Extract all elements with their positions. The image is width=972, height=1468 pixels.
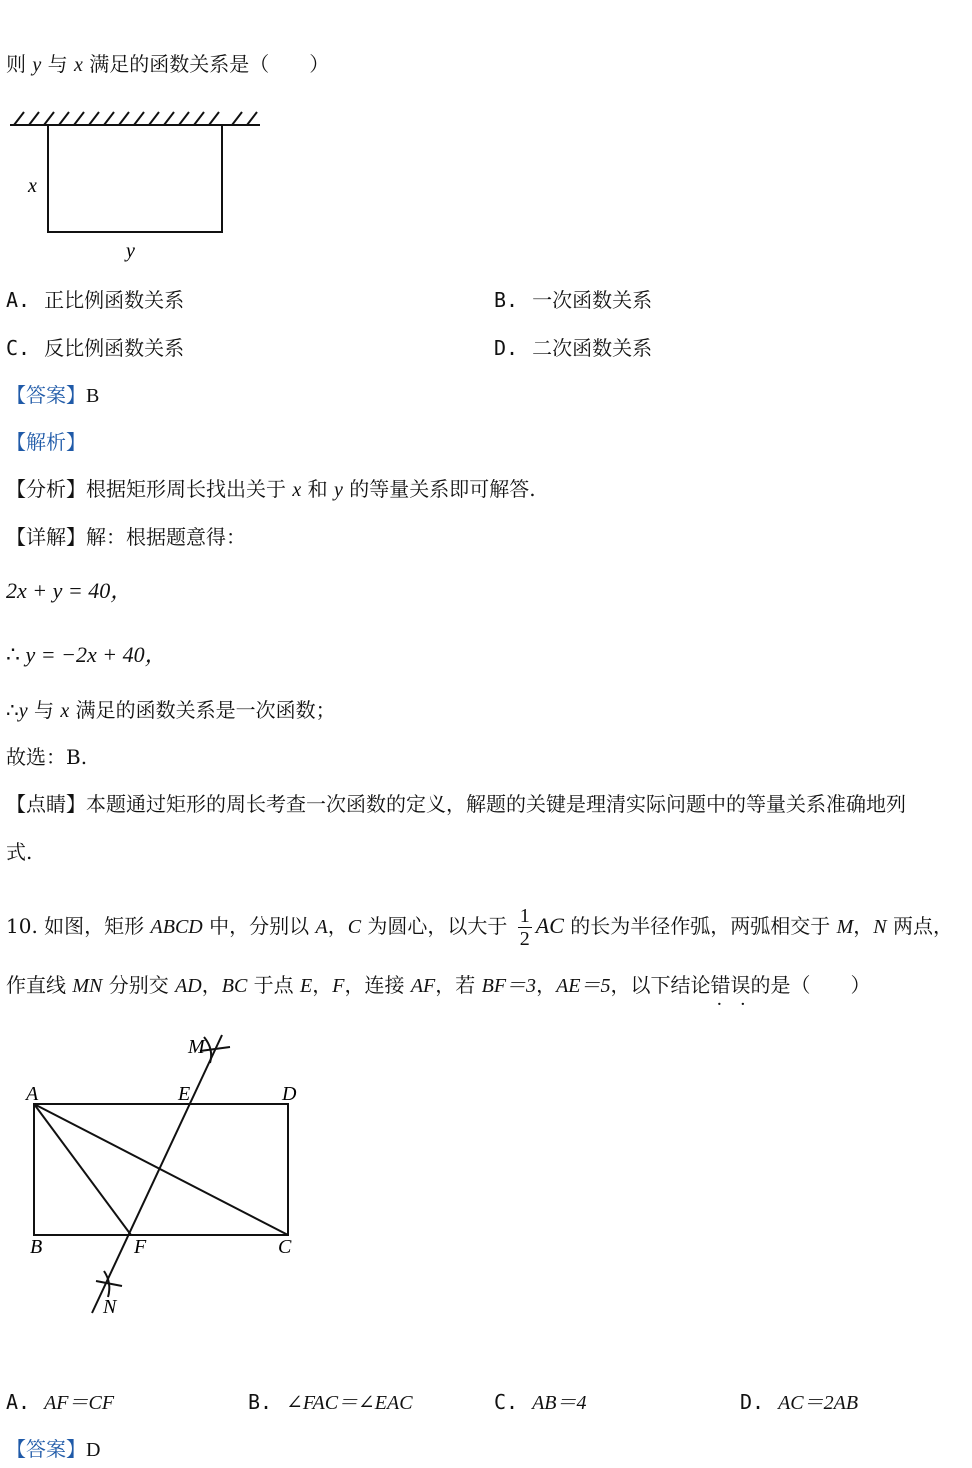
q9-choice: 故选：B. [6, 745, 88, 769]
q10-option-c: C. AB＝4 [494, 1390, 587, 1414]
q10-option-b: B. ∠FAC＝∠EAC [248, 1390, 413, 1414]
q9-equation-2: ∴ y = −2x + 40， [6, 642, 167, 668]
q9-stem [6, 50, 329, 79]
answer-value: D [86, 1439, 101, 1461]
q9-analysis-tag: 【解析】 [6, 430, 86, 454]
segment-af [34, 1104, 131, 1235]
answer-tag: 【答案】 [6, 383, 86, 407]
fence-rectangle [48, 125, 222, 232]
label-c: C [278, 1236, 292, 1258]
q9-fenxi: 【分析】根据矩形周长找出关于 x 和 y 的等量关系即可解答. [6, 477, 536, 501]
q10-answer [6, 1435, 100, 1464]
q9-comment-cont: 式. [6, 840, 33, 864]
q9-comment: 【点睛】本题通过矩形的周长考查一次函数的定义，解题的关键是理清实际问题中的等量关系准确地列 [6, 792, 906, 816]
q9-stem-mid: 与 [41, 52, 74, 76]
answer-tag: 【答案】 [6, 1437, 86, 1461]
label-d: D [282, 1083, 297, 1105]
label-f: F [134, 1236, 147, 1258]
q9-stem-pre: 则 [6, 52, 33, 76]
emphasis-dots: 错误 · · [711, 973, 751, 997]
q9-detail: 【详解】解：根据题意得： [6, 525, 246, 549]
q10-figure [0, 1025, 320, 1325]
q9-equation-1: 2x + y = 40， [6, 578, 133, 603]
diagonal-ac [34, 1104, 288, 1235]
wall-hatching [14, 112, 257, 125]
q9-figure [0, 100, 280, 270]
label-e: E [178, 1083, 191, 1105]
q10-stem-line-1: 10. 如图，矩形 ABCD 中，分别以 A，C 为圆心，以大于 $\frac{1}{2}$ AC 的长为半径作弧，两弧相交于 M，N 两点， [6, 905, 953, 950]
label-b: B [30, 1236, 43, 1258]
q9-answer [6, 381, 99, 410]
line-mn [92, 1035, 222, 1313]
q9-stem-x: x [73, 54, 83, 76]
q10-option-d: D. AC＝2AB [740, 1390, 859, 1414]
q10-option-a: A. AF＝CF [6, 1390, 115, 1414]
fig-label-y: y [126, 240, 135, 262]
label-a: A [26, 1083, 39, 1105]
q9-stem-post: 满足的函数关系是（ ） [82, 52, 330, 76]
fig-label-x: x [28, 175, 37, 197]
q9-option-d: D. 二次函数关系 [494, 336, 653, 360]
q9-option-a: A. 正比例函数关系 [6, 288, 185, 312]
answer-value: B [86, 385, 100, 407]
fraction-one-half: $\frac{1}{2}$ [519, 905, 530, 950]
q9-conclusion: ∴y 与 x 满足的函数关系是一次函数； [6, 698, 336, 722]
q9-option-c: C. 反比例函数关系 [6, 336, 185, 360]
label-m: M [188, 1036, 205, 1058]
q10-stem-line-2: 作直线 MN 分别交 AD，BC 于点 E，F，连接 AF，若 BF＝3，AE＝5，以下结论错误 · ·的是（ ） [6, 971, 871, 1000]
q9-option-b: B. 一次函数关系 [494, 288, 653, 312]
label-n: N [103, 1296, 117, 1318]
q9-stem-y: y [32, 54, 42, 76]
